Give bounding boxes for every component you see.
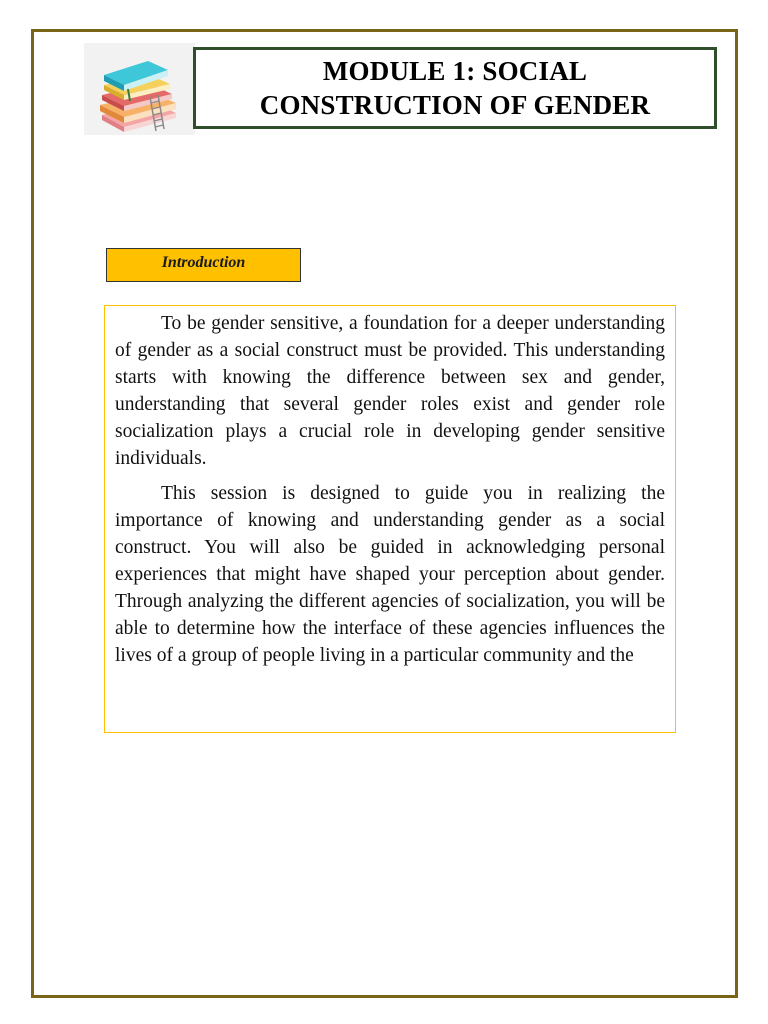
section-label-introduction: Introduction bbox=[106, 248, 301, 282]
title-line-1: MODULE 1: SOCIAL bbox=[322, 56, 588, 86]
intro-paragraph-2: This session is designed to guide you in realizing the importance of knowing and understanding gender as a social construct. You will also be guided in acknowledging personal experiences that might have shaped your perception about gender. Through analyzing the different agencies of socialization, you will be able to determine how the interface of these agencies influences the lives of a group of people living in a particular community and the bbox=[115, 483, 665, 666]
title-line-2: CONSTRUCTION OF GENDER bbox=[259, 90, 651, 120]
module-logo bbox=[84, 43, 195, 135]
intro-paragraph-1: To be gender sensitive, a foundation for a deeper understanding of gender as a social construct must be provided. This understanding starts with knowing the difference between sex and gender, understanding that several gender roles exist and gender role socialization plays a crucial role in developing gender sensitive individuals. bbox=[115, 313, 665, 469]
module-title-box bbox=[193, 47, 717, 129]
stacked-books-icon bbox=[84, 43, 195, 135]
introduction-text-box bbox=[104, 305, 676, 733]
page-title bbox=[260, 54, 650, 122]
